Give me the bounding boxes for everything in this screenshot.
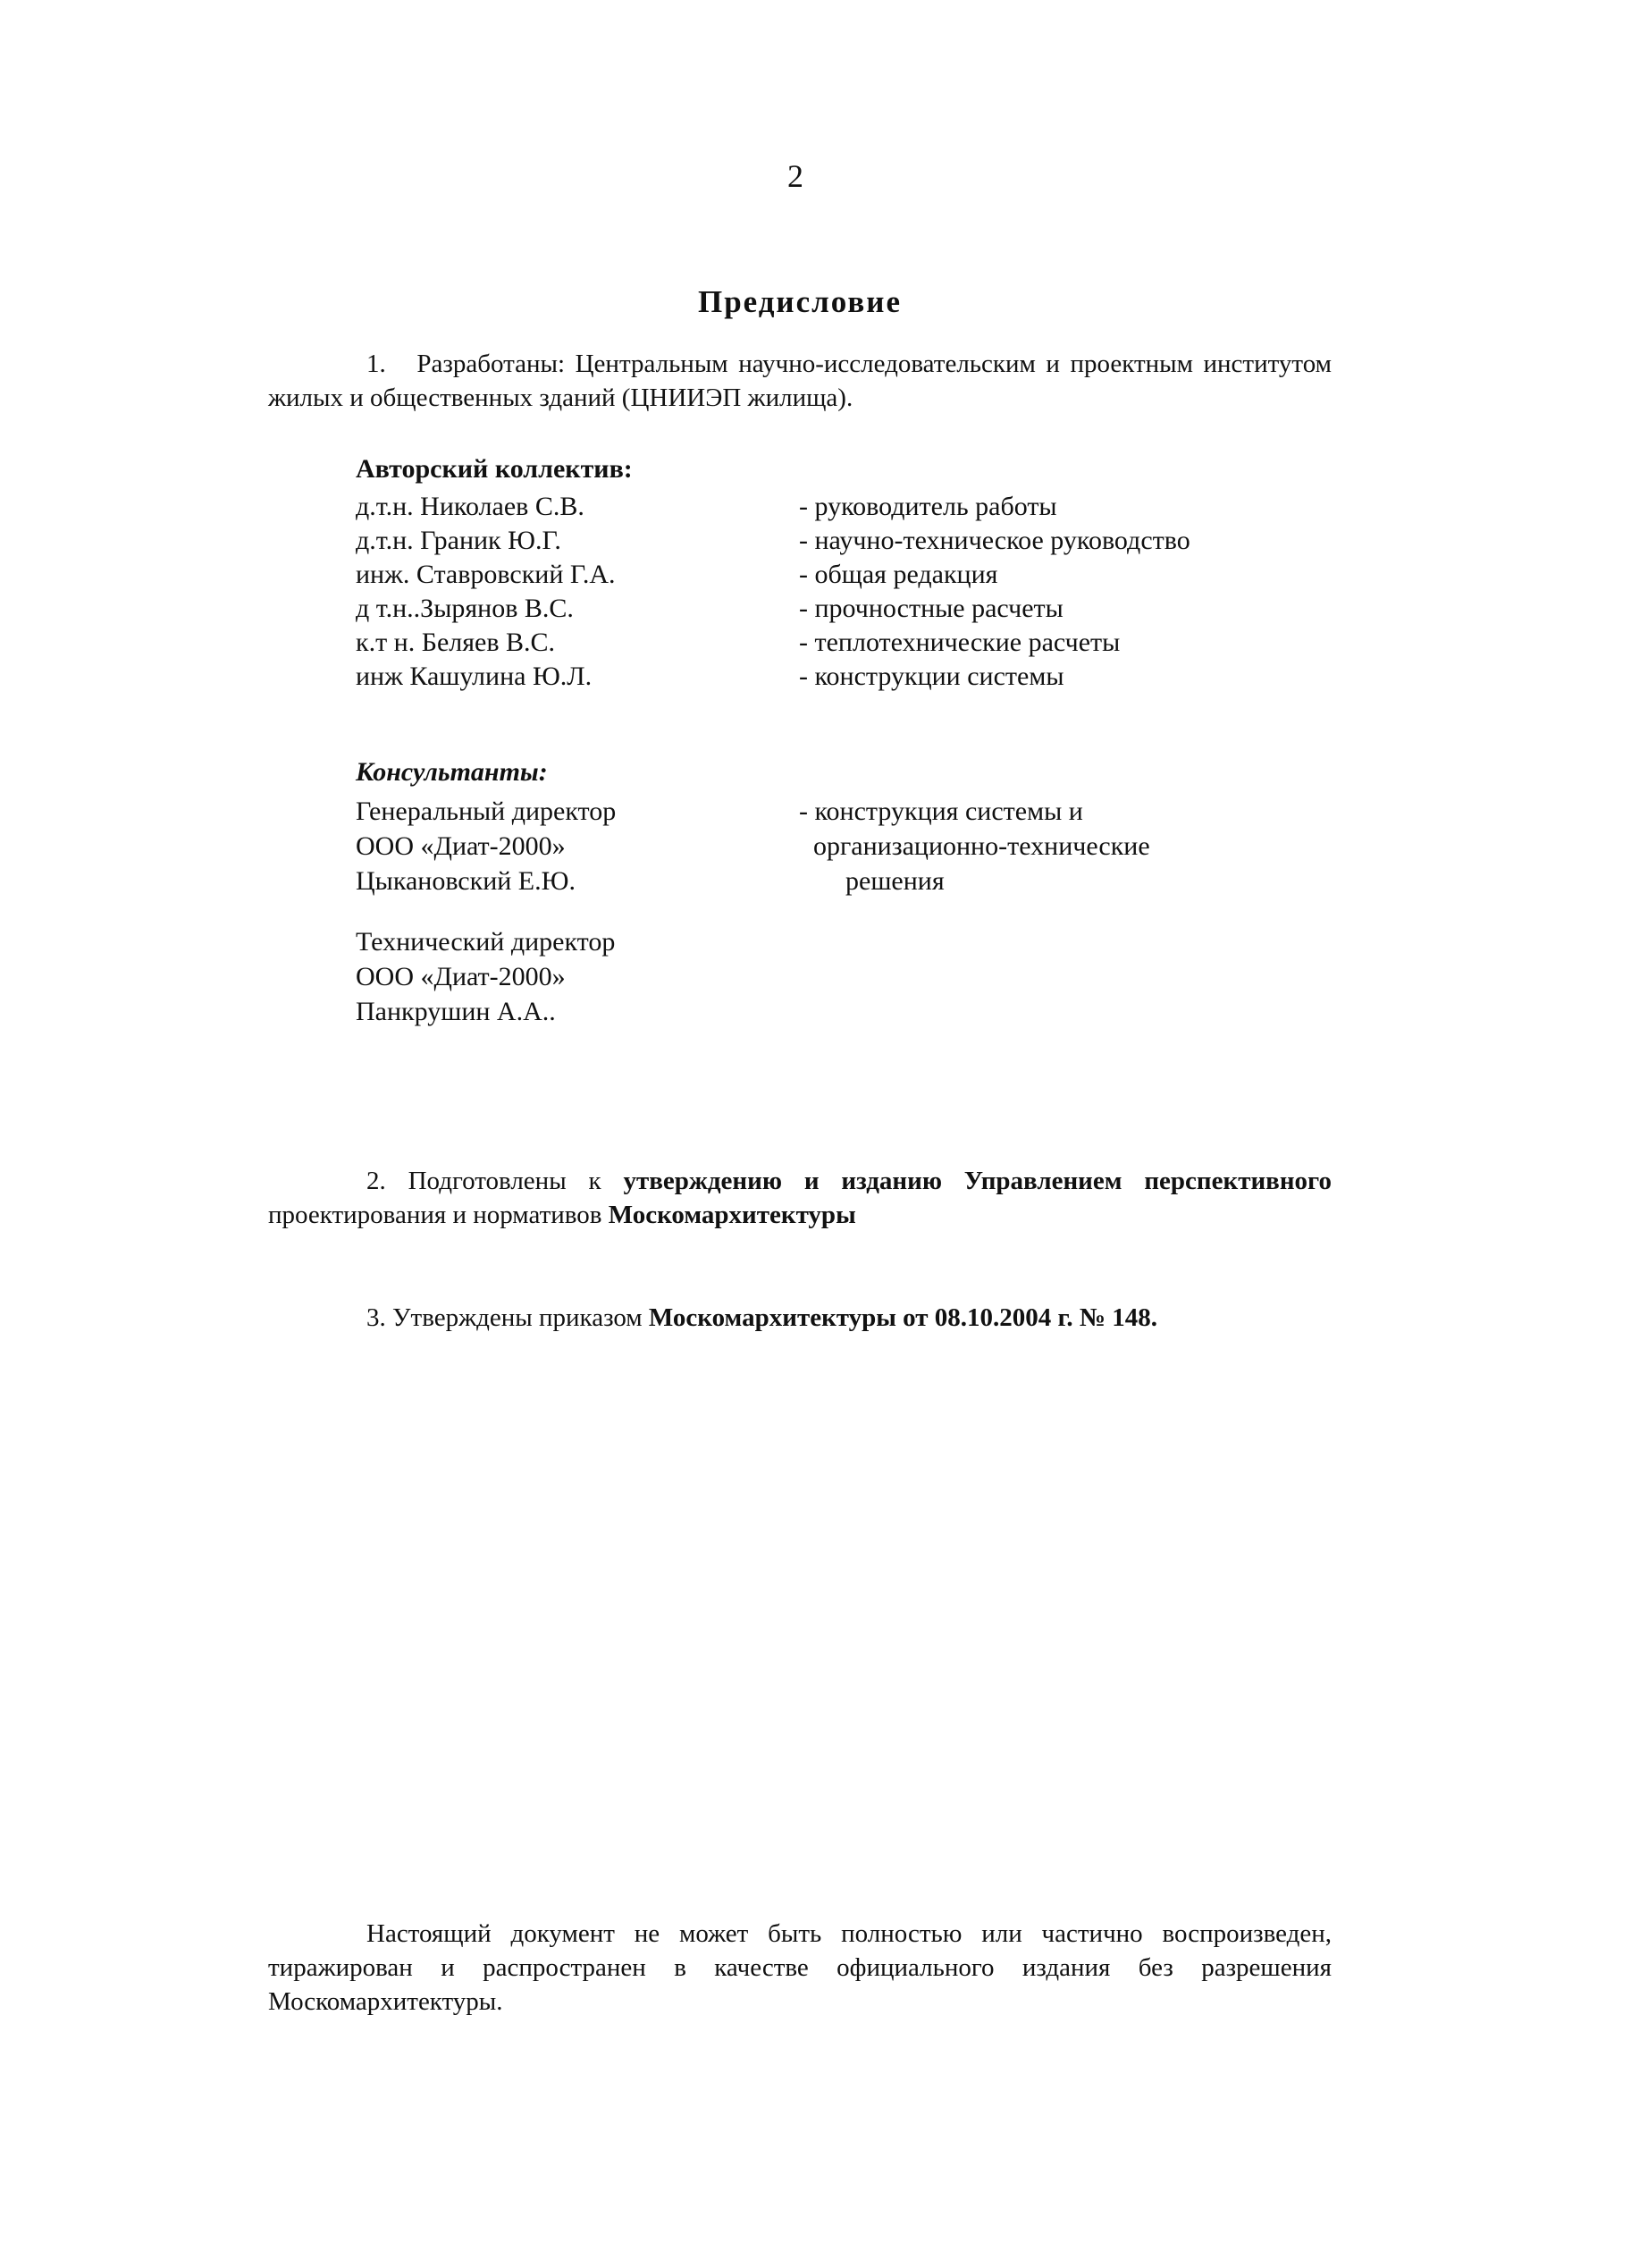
- page-title: Предисловие: [697, 284, 903, 319]
- consultants-title: Консультанты:: [356, 757, 548, 787]
- consultant-1-line: Цыкановский Е.Ю.: [356, 866, 576, 896]
- author-row: [356, 490, 1057, 524]
- author-role: - конструкции системы: [799, 662, 1064, 691]
- consultant-1-role: [799, 794, 1150, 898]
- item-1-paragraph: [268, 347, 1332, 415]
- author-row: [356, 660, 1064, 694]
- consultant-1-line: ООО «Диат-2000»: [356, 831, 566, 861]
- author-row: [356, 592, 1064, 626]
- item-2-text-2: проектирования и нормативов: [268, 1201, 609, 1229]
- author-role: - общая редакция: [799, 560, 998, 589]
- author-role: - научно-техническое руководство: [799, 526, 1190, 555]
- page-number: 2: [787, 158, 803, 194]
- copyright-notice: [268, 1917, 1332, 2019]
- author-role: - руководитель работы: [799, 492, 1057, 521]
- item-3-paragraph: [268, 1301, 1332, 1335]
- item-1-number: 1.: [366, 350, 386, 378]
- item-3-text: 3. Утверждены приказом: [366, 1303, 649, 1332]
- consultant-1-line: Генеральный директор: [356, 797, 617, 826]
- author-row: [356, 558, 997, 592]
- copyright-notice-text: Настоящий документ не может быть полностью или частично воспроизведен, тиражирован и распространен в качестве официального издания без разрешения Москомархитектуры.: [268, 1919, 1332, 2016]
- consultant-2: [356, 924, 615, 1029]
- item-2-text: 2. Подготовлены к: [366, 1167, 624, 1195]
- consultant-1-role-line: организационно-технические: [813, 831, 1150, 861]
- author-role: - прочностные расчеты: [799, 594, 1064, 623]
- item-3-bold-text: Москомархитектуры от 08.10.2004 г. № 148.: [648, 1303, 1158, 1332]
- author-name: д.т.н. Николаев С.В.: [356, 492, 584, 521]
- consultant-1-role-line: решения: [845, 866, 945, 896]
- consultant-2-line: Панкрушин А.А..: [356, 997, 556, 1026]
- consultant-1-role-line: - конструкция системы и: [799, 797, 1083, 826]
- author-row: [356, 524, 1190, 558]
- item-2-paragraph: [268, 1164, 1332, 1232]
- author-name: к.т н. Беляев В.С.: [356, 628, 556, 657]
- consultant-2-line: ООО «Диат-2000»: [356, 962, 566, 991]
- item-2-bold-text: утверждению и изданию Управлением перспективного: [623, 1167, 1332, 1195]
- author-name: д т.н..Зырянов В.С.: [356, 594, 574, 623]
- consultant-1: [356, 794, 616, 898]
- item-1-text: Разработаны: Центральным научно-исследовательским и проектным институтом жилых и общественных зданий (ЦНИИЭП жилища).: [268, 350, 1333, 412]
- author-name: инж Кашулина Ю.Л.: [356, 662, 593, 691]
- author-row: [356, 626, 1120, 660]
- consultant-2-line: Технический директор: [356, 927, 616, 957]
- author-role: - теплотехнические расчеты: [799, 628, 1121, 657]
- authors-title: Авторский коллектив:: [356, 454, 633, 484]
- author-name: д.т.н. Граник Ю.Г.: [356, 526, 561, 555]
- author-name: инж. Ставровский Г.А.: [356, 560, 616, 589]
- item-2-bold-text-2: Москомархитектуры: [608, 1201, 856, 1229]
